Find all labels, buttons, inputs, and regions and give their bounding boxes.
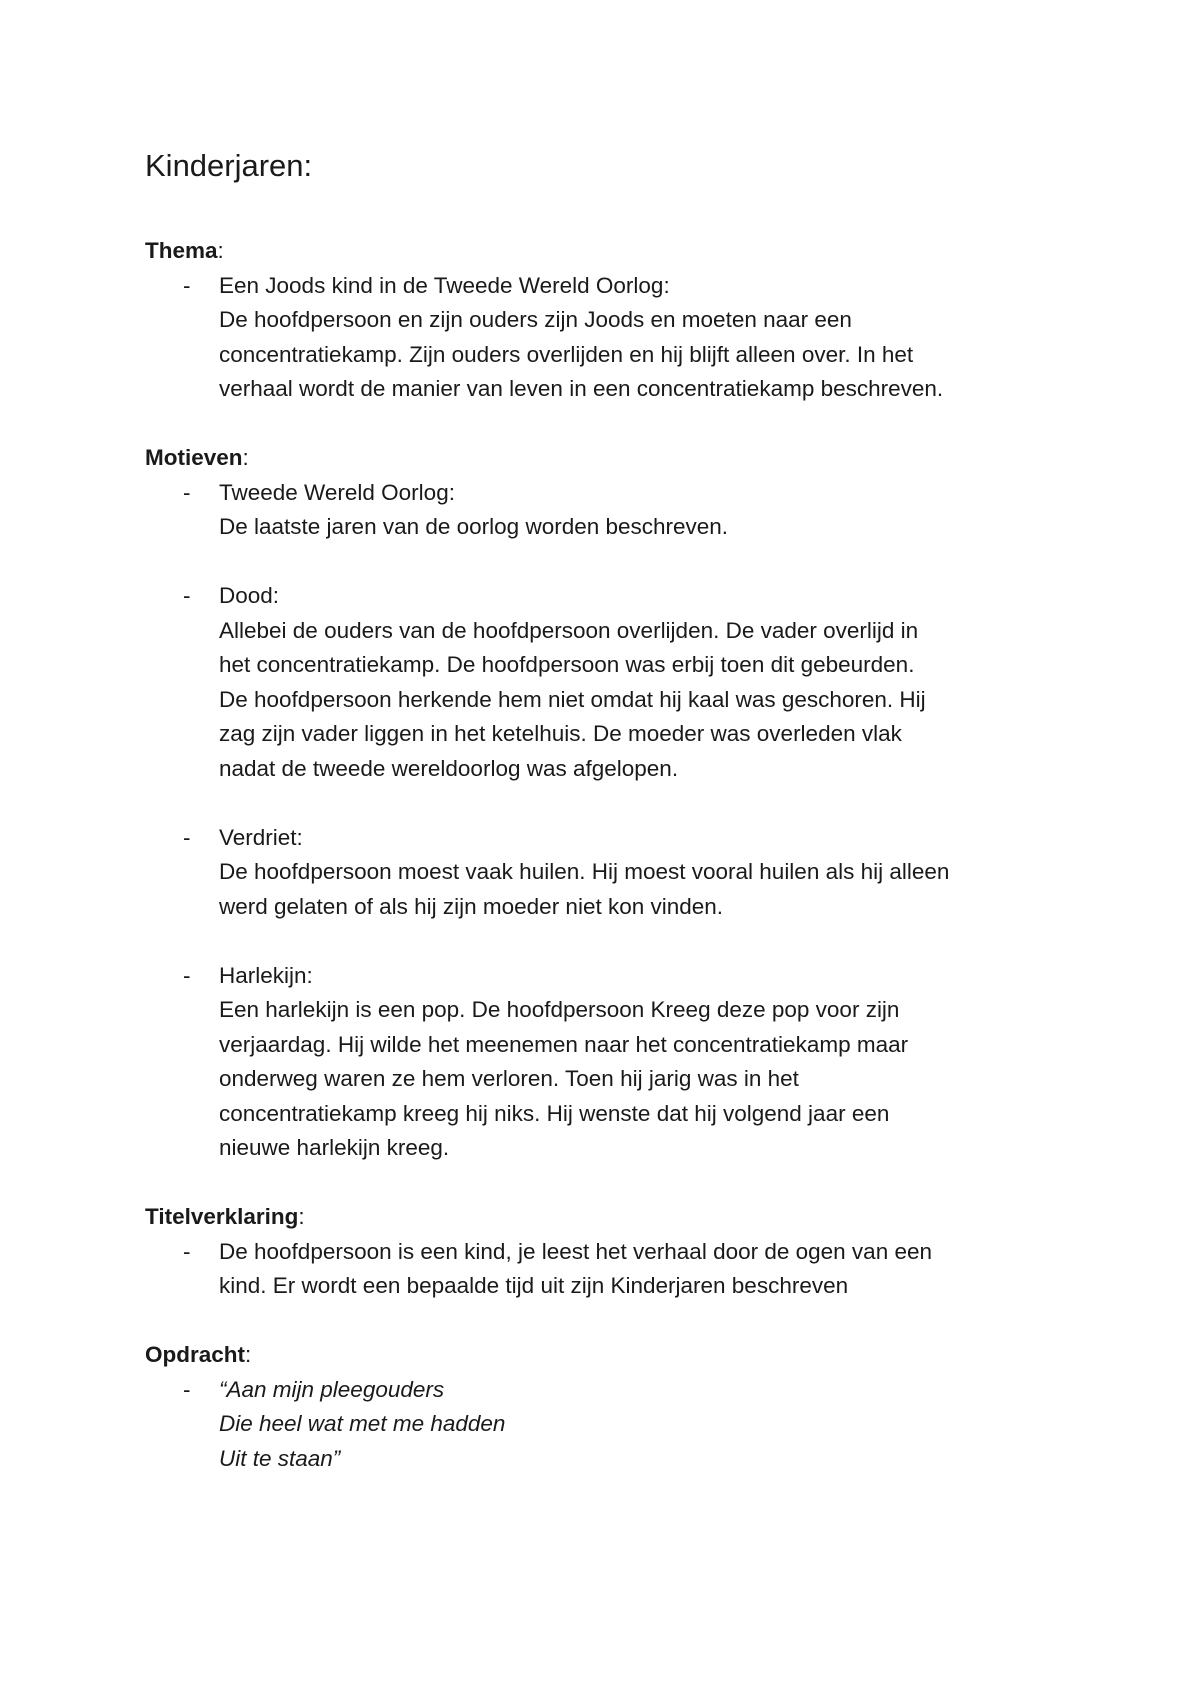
item-line: De hoofdpersoon en zijn ouders zijn Joods en moeten naar een	[219, 307, 852, 332]
section-heading	[145, 234, 1085, 269]
bullet-dash: -	[183, 479, 191, 505]
bullet-dash: -	[183, 962, 191, 988]
section-heading	[145, 1338, 1085, 1373]
quote-line: Uit te staan”	[219, 1445, 341, 1471]
document-title: Kinderjaren:	[145, 148, 313, 183]
heading-colon: :	[298, 1204, 305, 1229]
heading-label: Titelverklaring	[145, 1204, 299, 1229]
item-line: Harlekijn:	[219, 962, 313, 988]
item-line: nieuwe harlekijn kreeg.	[219, 1135, 450, 1160]
list-item	[145, 269, 1085, 407]
heading-label: Motieven	[145, 445, 243, 470]
list-item	[145, 959, 1085, 1166]
section-heading	[145, 441, 1085, 476]
item-line: verhaal wordt de manier van leven in een concentratiekamp beschreven.	[219, 376, 944, 401]
document-body	[145, 234, 1085, 1476]
heading-colon: :	[217, 238, 224, 263]
item-line: zag zijn vader liggen in het ketelhuis. De moeder was overleden vlak	[219, 721, 902, 746]
section-motieven	[145, 441, 1085, 1166]
item-line: kind. Er wordt een bepaalde tijd uit zijn Kinderjaren beschreven	[219, 1273, 849, 1298]
heading-label: Opdracht	[145, 1342, 246, 1367]
heading-colon: :	[242, 445, 249, 470]
quote-line: “Aan mijn pleegouders	[219, 1376, 445, 1402]
item-line: De hoofdpersoon is een kind, je leest het verhaal door de ogen van een	[219, 1238, 933, 1264]
item-line: onderweg waren ze hem verloren. Toen hij jarig was in het	[219, 1066, 799, 1091]
section-thema	[145, 234, 1085, 407]
section-heading	[145, 1200, 1085, 1235]
item-line: Allebei de ouders van de hoofdpersoon overlijden. De vader overlijd in	[219, 617, 919, 643]
item-line: Tweede Wereld Oorlog:	[219, 479, 455, 505]
item-line: Dood:	[219, 583, 280, 608]
item-line: nadat de tweede wereldoorlog was afgelopen.	[219, 755, 679, 781]
bullet-dash: -	[183, 824, 191, 850]
quote-line: Die heel wat met me hadden	[219, 1411, 506, 1436]
bullet-dash: -	[183, 1238, 191, 1264]
item-line: Verdriet:	[219, 824, 303, 850]
item-line: concentratiekamp kreeg hij niks. Hij wenste dat hij volgend jaar een	[219, 1100, 890, 1126]
item-line: De hoofdpersoon moest vaak huilen. Hij moest vooral huilen als hij alleen	[219, 859, 950, 884]
bullet-dash: -	[183, 272, 191, 298]
item-line: Een Joods kind in de Tweede Wereld Oorlog:	[219, 272, 670, 298]
item-line: werd gelaten of als hij zijn moeder niet kon vinden.	[219, 893, 724, 919]
item-line: het concentratiekamp. De hoofdpersoon was erbij toen dit gebeurden.	[219, 652, 915, 677]
item-line: verjaardag. Hij wilde het meenemen naar het concentratiekamp maar	[219, 1031, 909, 1057]
section-titelverklaring	[145, 1200, 1085, 1304]
list-item	[145, 579, 1085, 786]
list-item	[145, 1235, 1085, 1304]
list-item	[145, 476, 1085, 545]
item-line: concentratiekamp. Zijn ouders overlijden en hij blijft alleen over. In het	[219, 341, 914, 367]
heading-colon: :	[245, 1342, 252, 1367]
heading-label: Thema	[145, 238, 218, 263]
list-item	[145, 821, 1085, 925]
item-line: De laatste jaren van de oorlog worden beschreven.	[219, 514, 729, 539]
bullet-dash: -	[183, 583, 191, 608]
bullet-dash: -	[183, 1376, 191, 1402]
list-item	[145, 1373, 1085, 1477]
item-line: De hoofdpersoon herkende hem niet omdat hij kaal was geschoren. Hij	[219, 686, 926, 712]
section-opdracht	[145, 1338, 1085, 1476]
item-line: Een harlekijn is een pop. De hoofdpersoon Kreeg deze pop voor zijn	[219, 997, 900, 1022]
